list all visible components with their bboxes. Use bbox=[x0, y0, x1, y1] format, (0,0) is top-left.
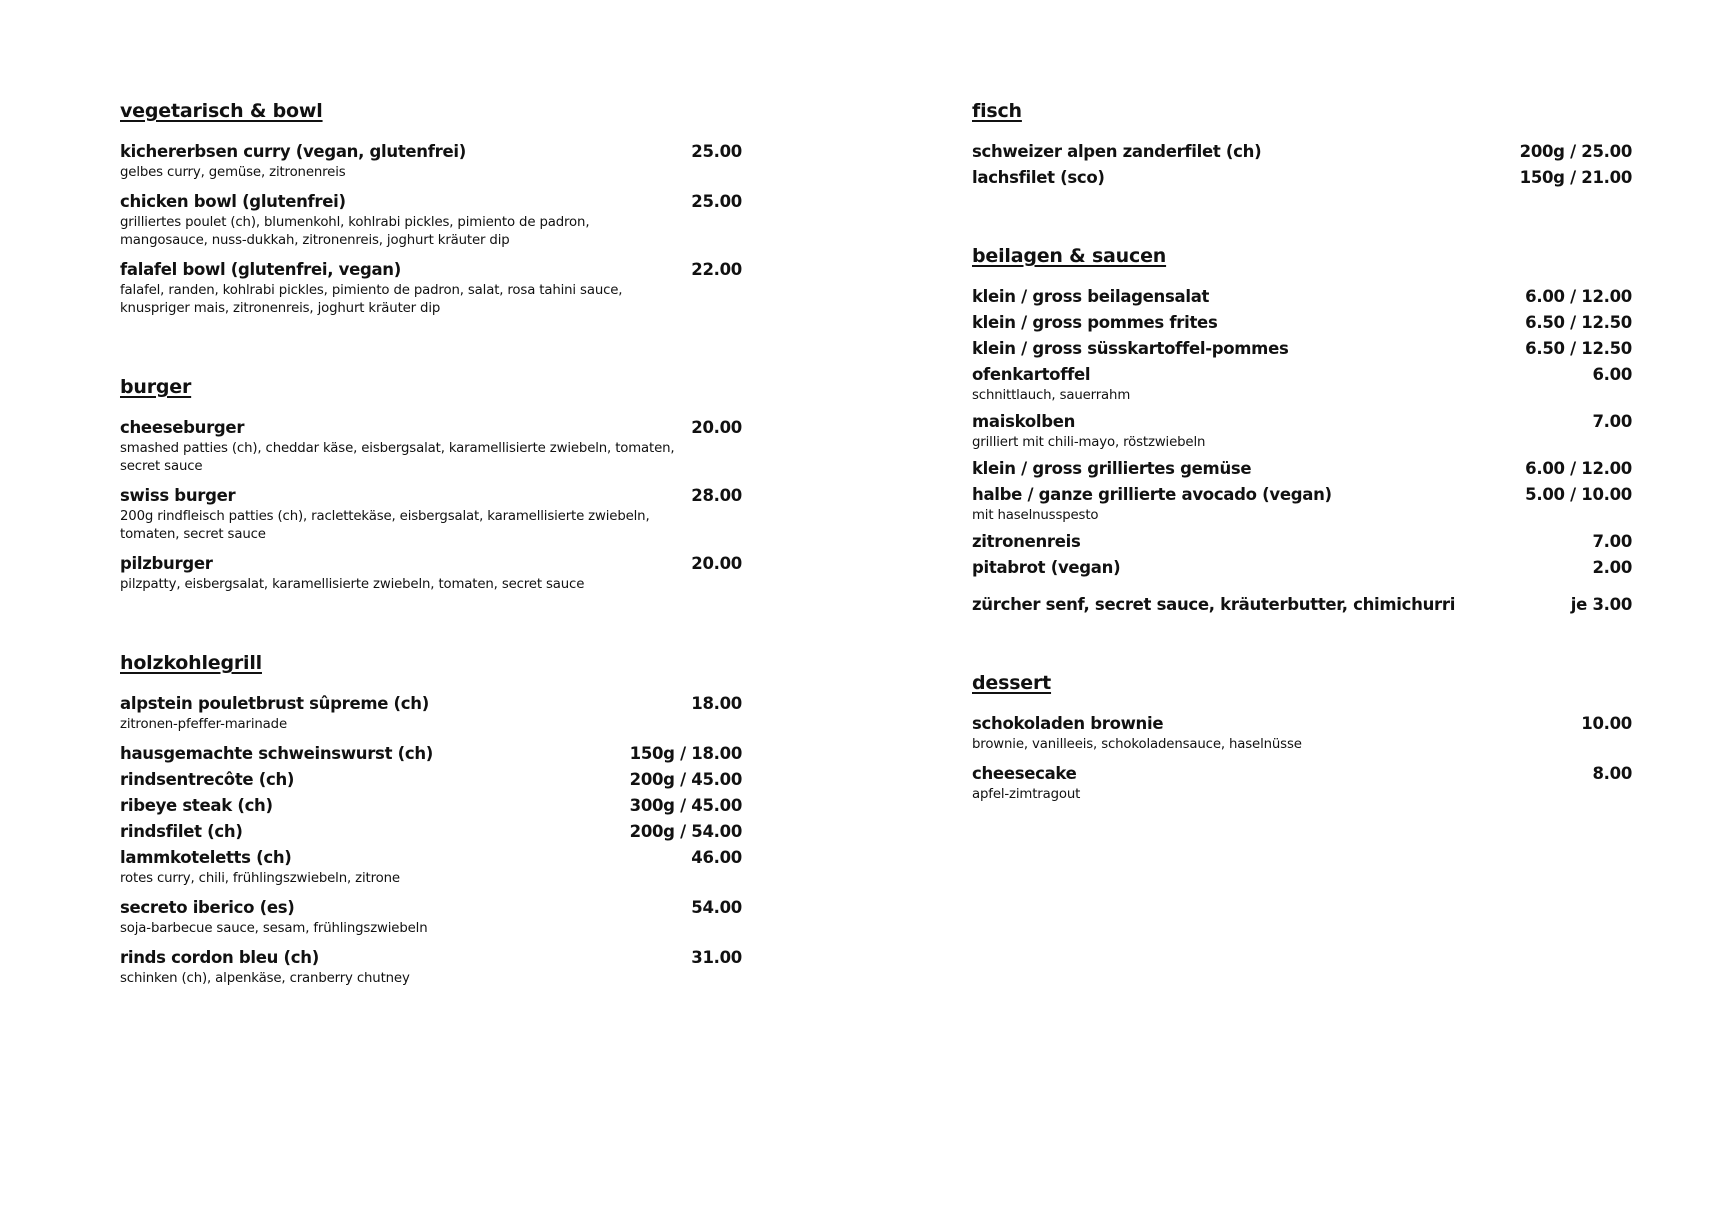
item-name: klein / gross beilagensalat bbox=[972, 287, 1210, 306]
item-price: je 3.00 bbox=[1570, 595, 1632, 614]
item-price: 6.00 bbox=[1592, 365, 1632, 384]
menu-item bbox=[972, 764, 1632, 804]
item-price: 8.00 bbox=[1592, 764, 1632, 783]
item-price: 300g / 45.00 bbox=[629, 796, 742, 815]
item-name: klein / gross pommes frites bbox=[972, 313, 1218, 332]
item-description: rotes curry, chili, frühlingszwiebeln, zitrone bbox=[120, 871, 400, 886]
item-name: ribeye steak (ch) bbox=[120, 796, 273, 815]
item-description: zitronen-pfeffer-marinade bbox=[120, 717, 287, 732]
item-price: 200g / 25.00 bbox=[1519, 142, 1632, 161]
section-burger bbox=[120, 376, 742, 594]
item-name: rindsentrecôte (ch) bbox=[120, 770, 295, 789]
menu-item bbox=[972, 459, 1632, 478]
menu-item bbox=[120, 260, 742, 318]
section-vegetarisch-bowl bbox=[120, 100, 742, 318]
item-price: 6.00 / 12.00 bbox=[1525, 459, 1632, 478]
menu-item bbox=[972, 485, 1632, 525]
item-description: grilliert mit chili-mayo, röstzwiebeln bbox=[972, 435, 1206, 450]
section-title: fisch bbox=[972, 100, 1022, 122]
item-name: alpstein pouletbrust sûpreme (ch) bbox=[120, 694, 429, 713]
menu-item bbox=[120, 796, 742, 815]
menu-item bbox=[120, 770, 742, 789]
menu-item bbox=[120, 486, 742, 544]
item-price: 25.00 bbox=[691, 192, 742, 211]
item-price: 22.00 bbox=[691, 260, 742, 279]
menu-item bbox=[972, 595, 1632, 614]
item-name: kichererbsen curry (vegan, glutenfrei) bbox=[120, 142, 466, 161]
item-name: klein / gross süsskartoffel-pommes bbox=[972, 339, 1289, 358]
item-description: apfel-zimtragout bbox=[972, 787, 1081, 802]
item-name: rinds cordon bleu (ch) bbox=[120, 948, 319, 967]
item-name: cheesecake bbox=[972, 764, 1077, 783]
section-holzkohlegrill bbox=[120, 652, 742, 988]
menu-item bbox=[972, 365, 1632, 405]
item-name: falafel bowl (glutenfrei, vegan) bbox=[120, 260, 401, 279]
menu-item bbox=[120, 142, 742, 182]
item-description: 200g rindfleisch patties (ch), raclettekäse, eisbergsalat, karamellisierte zwiebeln, tomaten, secret sauce bbox=[120, 509, 650, 542]
item-price: 6.00 / 12.00 bbox=[1525, 287, 1632, 306]
item-price: 28.00 bbox=[691, 486, 742, 505]
item-price: 46.00 bbox=[691, 848, 742, 867]
item-description: falafel, randen, kohlrabi pickles, pimiento de padron, salat, rosa tahini sauce, knuspriger mais, zitronenreis, joghurt kräuter dip bbox=[120, 283, 623, 316]
item-name: halbe / ganze grillierte avocado (vegan) bbox=[972, 485, 1332, 504]
menu-item bbox=[120, 192, 742, 250]
item-name: ofenkartoffel bbox=[972, 365, 1091, 384]
item-price: 6.50 / 12.50 bbox=[1525, 313, 1632, 332]
item-name: maiskolben bbox=[972, 412, 1076, 431]
menu-item bbox=[120, 948, 742, 988]
item-name: lachsfilet (sco) bbox=[972, 168, 1105, 187]
item-name: pitabrot (vegan) bbox=[972, 558, 1121, 577]
item-name: schokoladen brownie bbox=[972, 714, 1164, 733]
item-name: rindsfilet (ch) bbox=[120, 822, 243, 841]
item-price: 200g / 54.00 bbox=[629, 822, 742, 841]
item-name: hausgemachte schweinswurst (ch) bbox=[120, 744, 434, 763]
menu-item bbox=[972, 714, 1632, 754]
item-description: gelbes curry, gemüse, zitronenreis bbox=[120, 165, 346, 180]
item-name: zitronenreis bbox=[972, 532, 1081, 551]
section-beilagen-saucen bbox=[972, 245, 1632, 614]
item-price: 31.00 bbox=[691, 948, 742, 967]
item-price: 25.00 bbox=[691, 142, 742, 161]
item-name: schweizer alpen zanderfilet (ch) bbox=[972, 142, 1262, 161]
item-price: 2.00 bbox=[1592, 558, 1632, 577]
item-description: smashed patties (ch), cheddar käse, eisbergsalat, karamellisierte zwiebeln, tomaten, secret sauce bbox=[120, 441, 675, 474]
item-price: 20.00 bbox=[691, 418, 742, 437]
item-price: 6.50 / 12.50 bbox=[1525, 339, 1632, 358]
item-name: pilzburger bbox=[120, 554, 213, 573]
item-description: mit haselnusspesto bbox=[972, 508, 1099, 523]
item-name: chicken bowl (glutenfrei) bbox=[120, 192, 346, 211]
item-price: 18.00 bbox=[691, 694, 742, 713]
item-description: soja-barbecue sauce, sesam, frühlingszwiebeln bbox=[120, 921, 428, 936]
section-title: vegetarisch & bowl bbox=[120, 100, 323, 122]
item-description: schinken (ch), alpenkäse, cranberry chutney bbox=[120, 971, 410, 986]
section-title: beilagen & saucen bbox=[972, 245, 1167, 267]
menu-item bbox=[120, 744, 742, 763]
menu-item bbox=[972, 142, 1632, 161]
section-title: dessert bbox=[972, 672, 1052, 694]
menu-item bbox=[972, 313, 1632, 332]
menu-item bbox=[972, 287, 1632, 306]
item-description: schnittlauch, sauerrahm bbox=[972, 388, 1131, 403]
menu-item bbox=[972, 412, 1632, 452]
menu-item bbox=[120, 554, 742, 594]
item-price: 150g / 18.00 bbox=[629, 744, 742, 763]
menu-item bbox=[120, 694, 742, 734]
item-description: pilzpatty, eisbergsalat, karamellisierte zwiebeln, tomaten, secret sauce bbox=[120, 577, 585, 592]
item-name: zürcher senf, secret sauce, kräuterbutter, chimichurri bbox=[972, 595, 1456, 614]
item-price: 150g / 21.00 bbox=[1519, 168, 1632, 187]
item-price: 54.00 bbox=[691, 898, 742, 917]
menu-column-right bbox=[972, 100, 1632, 862]
item-name: klein / gross grilliertes gemüse bbox=[972, 459, 1252, 478]
section-title: holzkohlegrill bbox=[120, 652, 262, 674]
section-dessert bbox=[972, 672, 1632, 804]
menu-item bbox=[120, 848, 742, 888]
menu-item bbox=[120, 822, 742, 841]
item-price: 5.00 / 10.00 bbox=[1525, 485, 1632, 504]
menu-item bbox=[972, 558, 1632, 577]
item-name: swiss burger bbox=[120, 486, 236, 505]
menu-item bbox=[120, 418, 742, 476]
menu-item bbox=[120, 898, 742, 938]
item-price: 10.00 bbox=[1581, 714, 1632, 733]
item-name: cheeseburger bbox=[120, 418, 245, 437]
menu-item bbox=[972, 339, 1632, 358]
item-name: secreto iberico (es) bbox=[120, 898, 295, 917]
section-title: burger bbox=[120, 376, 192, 398]
item-price: 20.00 bbox=[691, 554, 742, 573]
section-fisch bbox=[972, 100, 1632, 187]
item-price: 7.00 bbox=[1592, 532, 1632, 551]
item-price: 7.00 bbox=[1592, 412, 1632, 431]
menu-item bbox=[972, 532, 1632, 551]
item-price: 200g / 45.00 bbox=[629, 770, 742, 789]
menu-column-left bbox=[120, 100, 742, 1046]
item-description: grilliertes poulet (ch), blumenkohl, kohlrabi pickles, pimiento de padron, mangosauce, nuss-dukkah, zitronenreis, joghurt kräuter dip bbox=[120, 215, 590, 248]
item-name: lammkoteletts (ch) bbox=[120, 848, 292, 867]
item-description: brownie, vanilleeis, schokoladensauce, haselnüsse bbox=[972, 737, 1302, 752]
menu-item bbox=[972, 168, 1632, 187]
